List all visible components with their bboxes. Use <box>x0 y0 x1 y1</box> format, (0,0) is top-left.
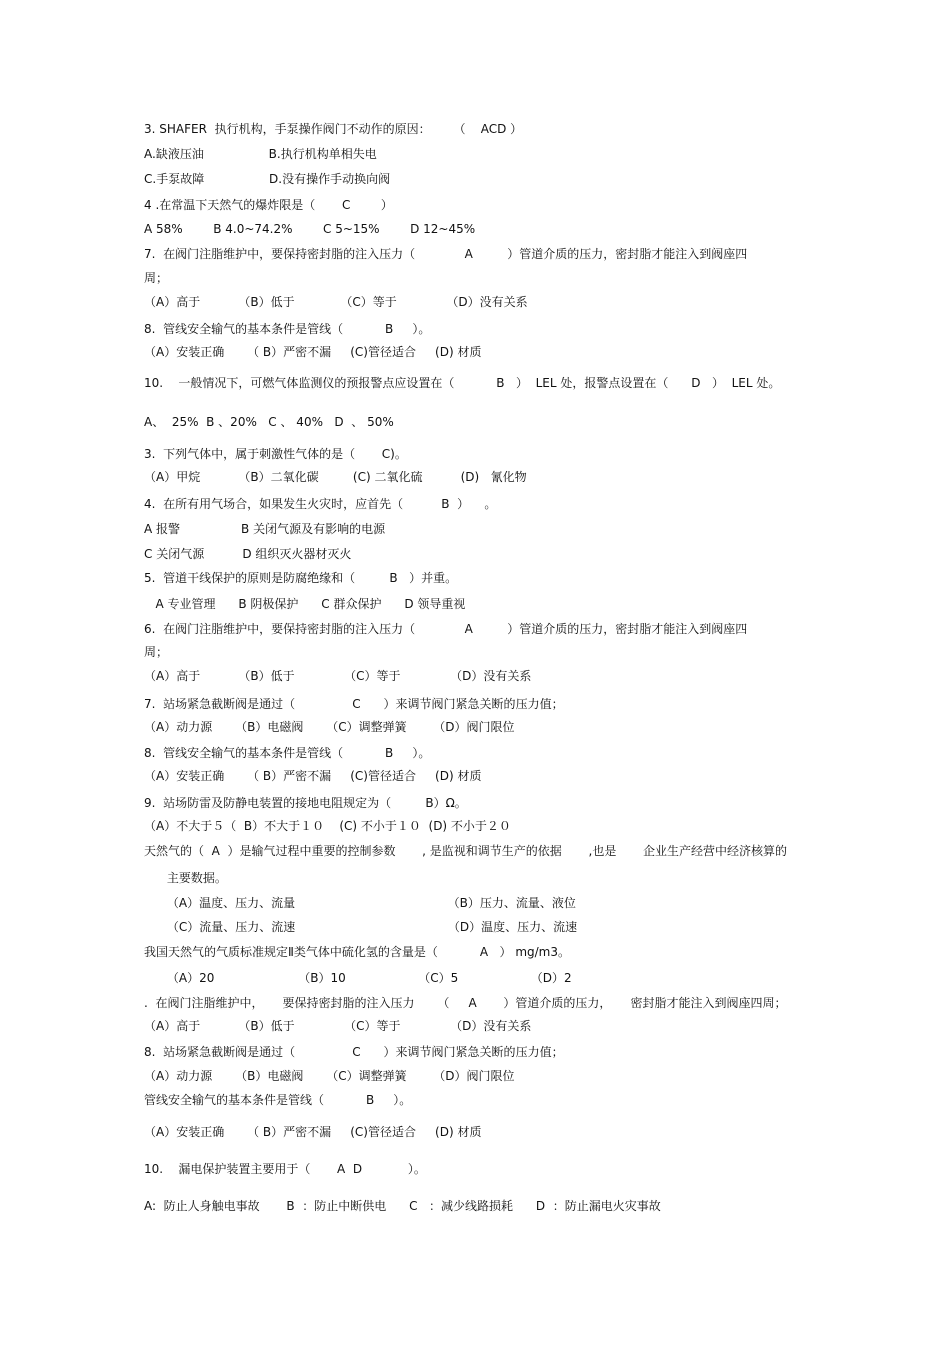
options-cd: C.手泵故障 D.没有操作手动换向阀 <box>144 172 391 186</box>
options-grounding: （A）不大于５（ B）不大于１０ (C) 不小于１０ (D) 不小于２０ <box>144 819 511 833</box>
options-fire-ab: A 报警 B 关闭气源及有影响的电源 <box>144 522 386 536</box>
options-parameter-cd: （C）流量、压力、流速 （D）温度、压力、流速 <box>144 920 578 934</box>
question-pipeline-3: 管线安全输气的基本条件是管线（ B ）。 <box>144 1093 412 1107</box>
question-4-fire: 4. 在所有用气场合，如果发生火灾时，应首先（ B ） 。 <box>144 497 497 511</box>
options-shutoff-valve-1: （A）动力源 （B）电磁阀 （C）调整弹簧 （D）阀门限位 <box>144 720 515 734</box>
question-natural-gas-parameter-cont: 主要数据。 <box>144 871 227 885</box>
question-8-pipeline-2: 8. 管线安全输气的基本条件是管线（ B ）。 <box>144 746 431 760</box>
options-explosion-limit: A 58% B 4.0~74.2% C 5~15% D 12~45% <box>144 222 476 236</box>
question-8-pipeline: 8. 管线安全输气的基本条件是管线（ B ）。 <box>144 322 431 336</box>
question-3-irritant-gas: 3. 下列气体中，属于刺激性气体的是（ C)。 <box>144 447 407 461</box>
options-shutoff-valve-2: （A）动力源 （B）电磁阀 （C）调整弹簧 （D）阀门限位 <box>144 1069 515 1083</box>
question-natural-gas-parameter: 天然气的（ A ）是输气过程中重要的控制参数 , 是监视和调节生产的依据 ,也是 企业生产经营中经济核算的 <box>144 844 788 858</box>
options-grease-2: （A）高于 （B）低于 （C）等于 （D）没有关系 <box>144 669 532 683</box>
question-7-grease-cont: 周； <box>144 271 169 285</box>
question-grease-3: . 在阀门注脂维护中， 要保持密封脂的注入压力 （ A ）管道介质的压力， 密封脂才能注入到阀座四周； <box>144 996 787 1010</box>
options-irritant-gas: （A）甲烷 （B）二氧化碳 (C) 二氧化硫 (D) 氰化物 <box>144 470 527 484</box>
options-grease-3: （A）高于 （B）低于 （C）等于 （D）没有关系 <box>144 1019 532 1033</box>
question-7-grease: 7. 在阀门注脂维护中，要保持密封脂的注入压力（ A ）管道介质的压力，密封脂才能注入到阀座四 <box>144 247 748 261</box>
question-5-pipeline-protection: 5. 管道干线保护的原则是防腐绝缘和（ B ）并重。 <box>144 571 458 585</box>
question-8-shutoff-valve: 8. 站场紧急截断阀是通过（ C ）来调节阀门紧急关断的压力值； <box>144 1045 564 1059</box>
options-grease-1: （A）高于 （B）低于 （C）等于 （D）没有关系 <box>144 295 528 309</box>
question-6-grease: 6. 在阀门注脂维护中，要保持密封脂的注入压力（ A ）管道介质的压力，密封脂才能注入到阀座四 <box>144 622 748 636</box>
question-6-grease-cont: 周； <box>144 645 169 659</box>
options-leakage-protection: A: 防止人身触电事故 B ：防止中断供电 C ：减少线路损耗 D ：防止漏电火灾事故 <box>144 1199 661 1213</box>
question-4-explosion-limit: 4 .在常温下天然气的爆炸限是（ C ） <box>144 198 393 212</box>
options-pipeline-2: （A）安装正确 （ B）严密不漏 (C)管径适合 (D) 材质 <box>144 769 482 783</box>
options-pipeline-protection: A 专业管理 B 阴极保护 C 群众保护 D 领导重视 <box>144 597 466 611</box>
question-7-shutoff-valve: 7. 站场紧急截断阀是通过（ C ）来调节阀门紧急关断的压力值； <box>144 697 564 711</box>
question-9-grounding: 9. 站场防雷及防静电装置的接地电阻规定为（ B）Ω。 <box>144 796 467 810</box>
question-3-shafer: 3. SHAFER 执行机构，手泵操作阀门不动作的原因： （ ACD ） <box>144 122 523 136</box>
options-pipeline-3: （A）安装正确 （ B）严密不漏 (C)管径适合 (D) 材质 <box>144 1125 482 1139</box>
options-pipeline-1: （A）安装正确 （ B）严密不漏 (C)管径适合 (D) 材质 <box>144 345 482 359</box>
question-10-leakage-protection: 10. 漏电保护装置主要用于（ A D ）。 <box>144 1162 426 1176</box>
options-gas-monitor: A、 25% B 、20% C 、 40% D 、 50% <box>144 415 394 429</box>
question-h2s-content: 我国天然气的气质标准规定Ⅱ类气体中硫化氢的含量是（ A ） mg/m3。 <box>144 945 571 959</box>
options-fire-cd: C 关闭气源 D 组织灭火器材灭火 <box>144 547 352 561</box>
options-parameter-ab: （A）温度、压力、流量 （B）压力、流量、液位 <box>144 896 576 910</box>
options-h2s-content: （A）20 （B）10 （C）5 （D）2 <box>144 971 572 985</box>
question-10-gas-monitor: 10. 一般情况下，可燃气体监测仪的预报警点应设置在（ B ） LEL 处，报警点设置在（ D ） LEL 处。 <box>144 376 781 390</box>
options-ab: A.缺液压油 B.执行机构单相失电 <box>144 147 377 161</box>
